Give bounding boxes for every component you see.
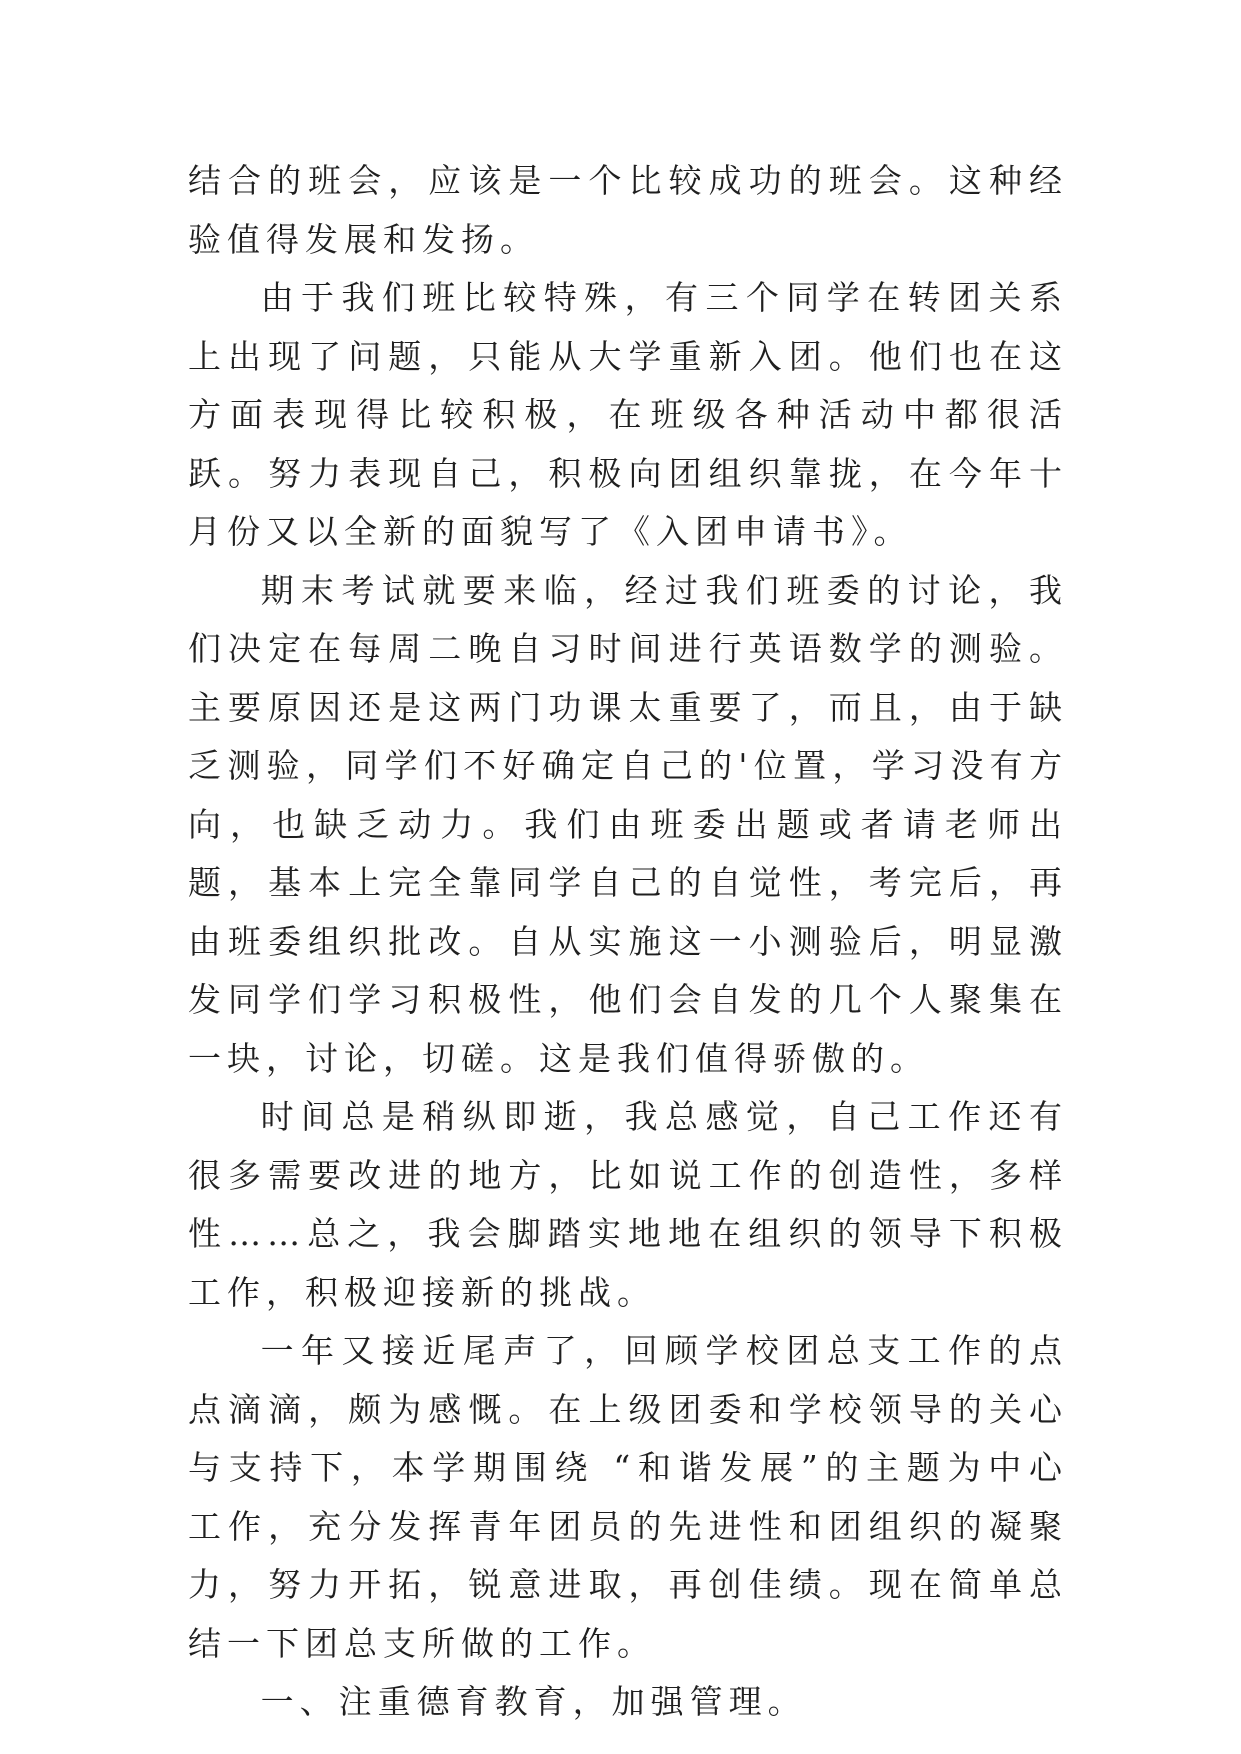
paragraph-5: 一年又接近尾声了，回顾学校团总支工作的点点滴滴，颇为感慨。在上级团委和学校领导的关心与支持下，本学期围绕 “和谐发展”的主题为中心工作，充分发挥青年团员的先进性和团组织的凝聚力，努力开拓，锐意进取，再创佳绩。现在简单总结一下团总支所做的工作。: [188, 1331, 1068, 1663]
paragraph-1: 结合的班会，应该是一个比较成功的班会。这种经验值得发展和发扬。: [188, 161, 1068, 259]
paragraph-2: 由于我们班比较特殊，有三个同学在转团关系上出现了问题，只能从大学重新入团。他们也在这方面表现得比较积极，在班级各种活动中都很活跃。努力表现自己，积极向团组织靠拢，在今年十月份又以全新的面貌写了《入团申请书》。: [188, 278, 1068, 551]
document-body: [188, 152, 1068, 1732]
section-heading: 一、注重德育教育，加强管理。: [260, 1682, 807, 1721]
paragraph-3: 期末考试就要来临，经过我们班委的讨论，我们决定在每周二晚自习时间进行英语数学的测验。主要原因还是这两门功课太重要了，而且，由于缺乏测验，同学们不好确定自己的'位置，学习没有方向，也缺乏动力。我们由班委出题或者请老师出题，基本上完全靠同学自己的自觉性，考完后，再由班委组织批改。自从实施这一小测验后，明显激发同学们学习积极性，他们会自发的几个人聚集在一块，讨论，切磋。这是我们值得骄傲的。: [188, 570, 1068, 1078]
paragraph-4: 时间总是稍纵即逝，我总感觉，自己工作还有很多需要改进的地方，比如说工作的创造性，多样性……总之，我会脚踏实地地在组织的领导下积极工作，积极迎接新的挑战。: [188, 1097, 1068, 1312]
